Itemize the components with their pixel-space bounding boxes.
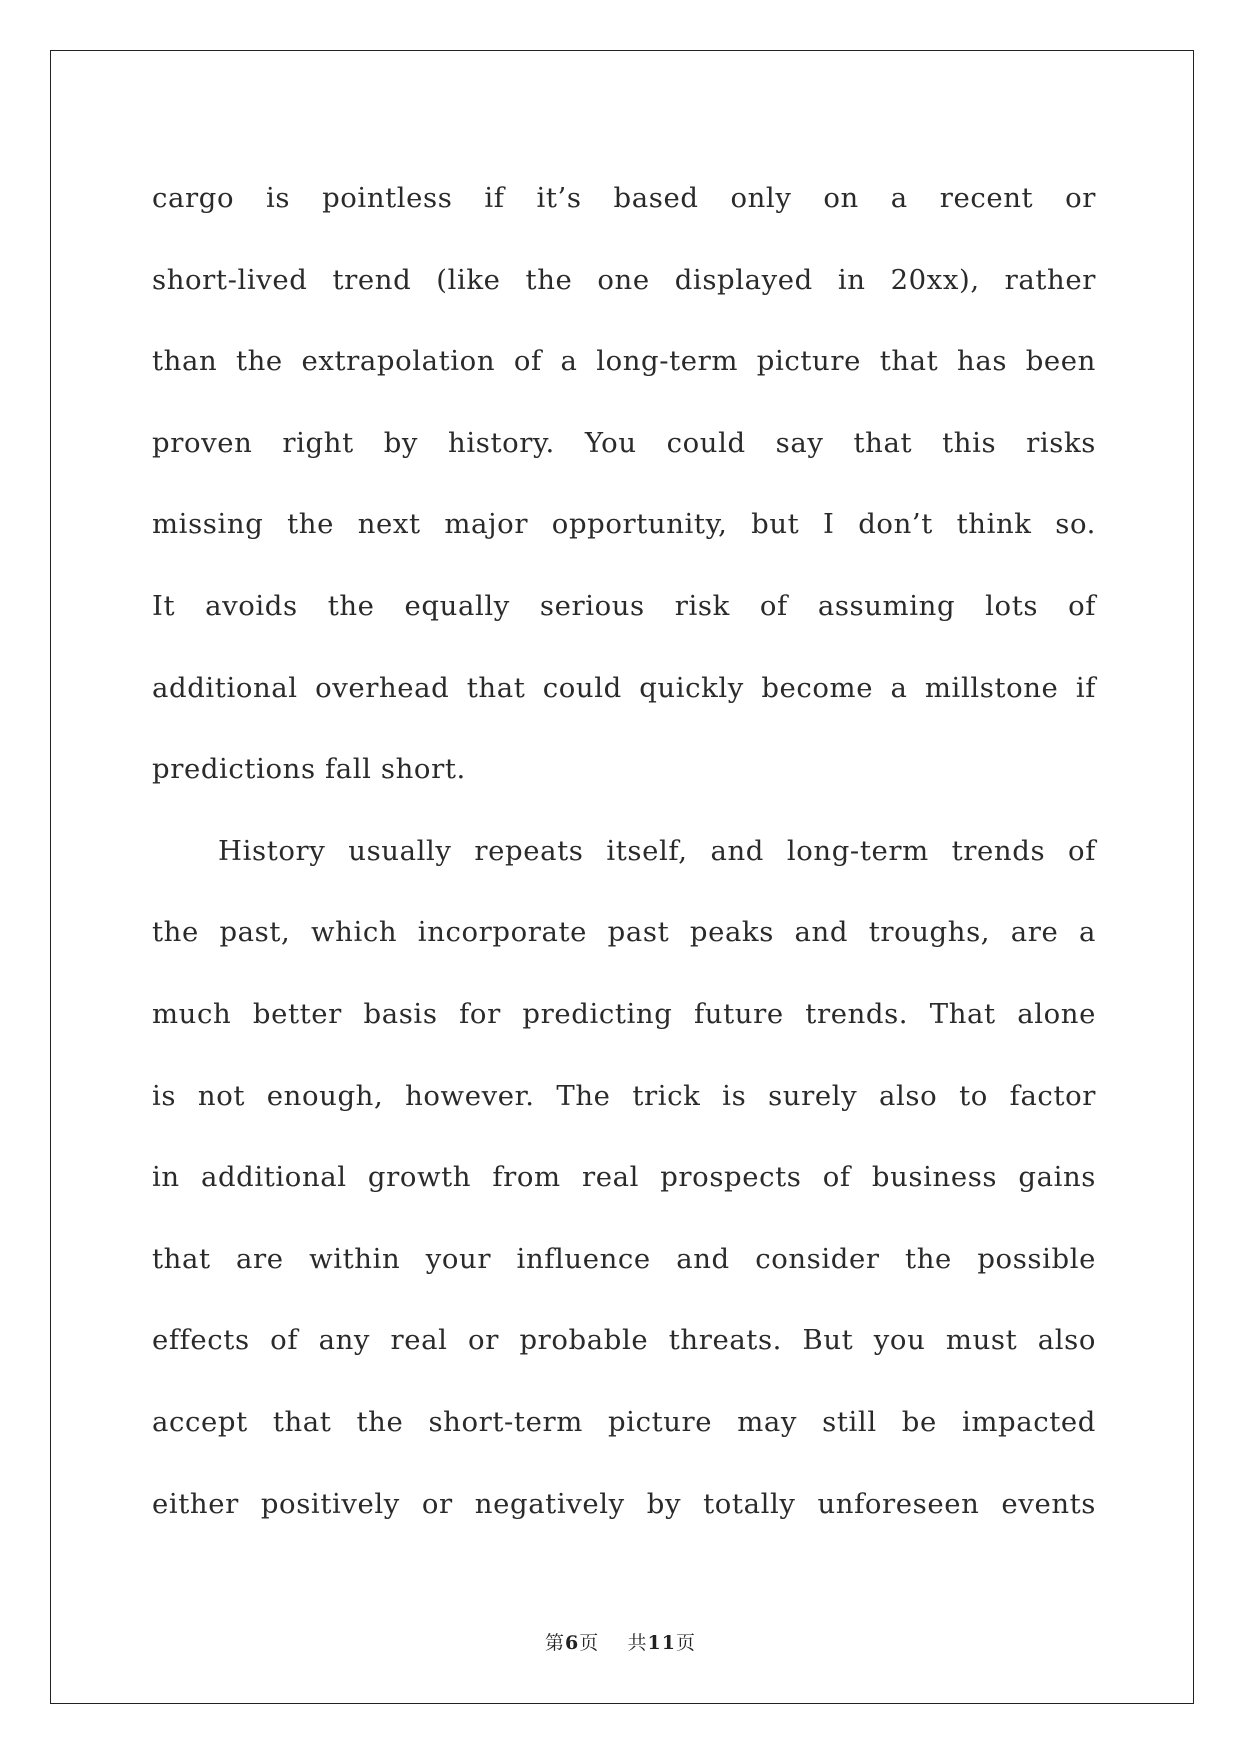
text-line: than the extrapolation of a long-term picture that has been [152,345,1096,378]
page-number-footer [0,1628,1241,1655]
text-line: in additional growth from real prospects of business gains [152,1161,1096,1194]
footer-page-word: 页 [579,1632,600,1654]
text-line: is not enough, however. The trick is surely also to factor [152,1079,1096,1112]
footer-total-suffix: 页 [675,1632,696,1654]
text-line: missing the next major opportunity, but I don’t think so. [152,508,1096,541]
current-page-number: 6 [565,1632,580,1654]
text-line: much better basis for predicting future trends. That alone [152,997,1096,1030]
text-line: that are within your influence and consider the possible [152,1242,1096,1275]
text-line: either positively or negatively by totally unforeseen events [152,1487,1096,1520]
footer-prefix: 第 [545,1632,566,1654]
text-line: additional overhead that could quickly become a millstone if [152,671,1096,704]
text-line: effects of any real or probable threats. But you must also [152,1324,1096,1357]
text-line: cargo is pointless if it’s based only on a recent or [152,182,1096,214]
text-line: It avoids the equally serious risk of assuming lots of [152,589,1096,622]
footer-total-prefix: 共 [627,1632,648,1654]
body-text [152,158,1096,1545]
text-line: History usually repeats itself, and long-term trends of [218,834,1096,867]
total-pages-number: 11 [647,1632,676,1654]
text-line: the past, which incorporate past peaks and troughs, are a [152,916,1096,949]
text-line: accept that the short-term picture may still be impacted [152,1405,1096,1438]
text-line: proven right by history. You could say that this risks [152,426,1096,459]
text-line: predictions fall short. [152,753,466,786]
text-line: short-lived trend (like the one displayed in 20xx), rather [152,263,1096,296]
